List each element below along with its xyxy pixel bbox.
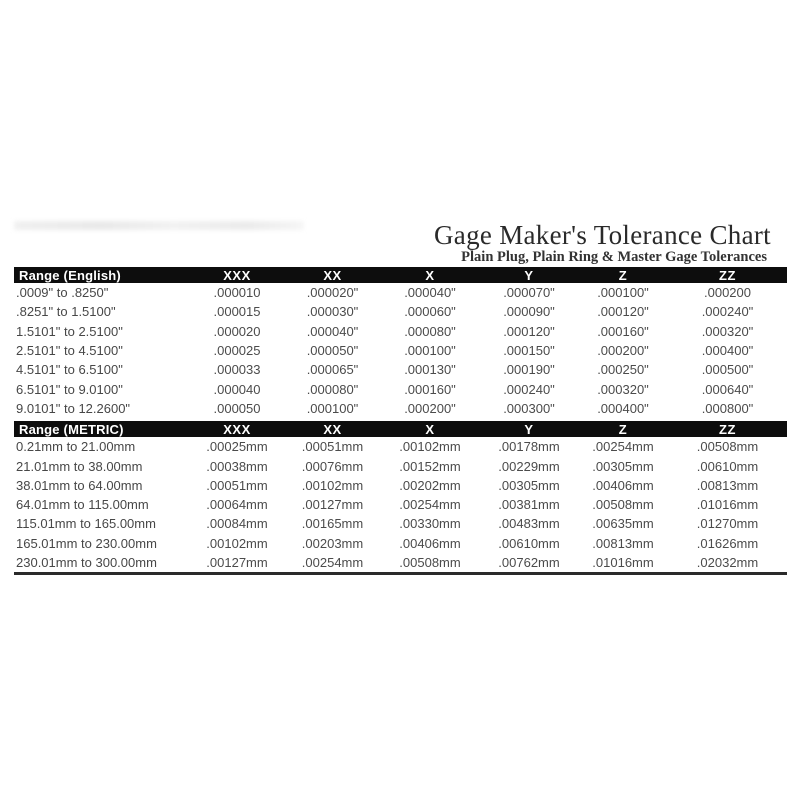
tolerance-cell: .00254mm [592,439,654,455]
table-row [14,456,787,475]
tolerance-cell: .000320" [701,323,754,339]
page-title: Gage Maker's Tolerance Chart [434,220,771,250]
tolerance-cell: .000300" [503,400,555,416]
table-row [14,379,787,398]
tolerance-cell: .000040 [213,381,261,397]
tolerance-column-header: X [380,267,480,283]
tolerance-cell: .01016mm [696,497,759,513]
tolerance-cell: .000500" [701,362,754,378]
tolerance-cell: .00610mm [498,535,560,551]
tolerance-cell: .00483mm [498,516,560,532]
tolerance-cell: .00038mm [206,458,268,474]
tolerance-cell: .00127mm [301,497,364,513]
tolerance-cell: .000033 [213,362,261,378]
tolerance-cell: .000080" [404,323,456,339]
tolerance-cell: .00051mm [206,477,268,493]
tolerance-cell: .000800" [701,400,754,416]
tolerance-cell: .00165mm [301,516,364,532]
range-cell: 21.01mm to 38.00mm [16,458,143,474]
tolerance-cell: .000240" [503,381,555,397]
tolerance-column-header: X [380,421,480,437]
tolerance-cell: .000020" [306,285,359,301]
tolerance-cell: .000250" [597,362,649,378]
table-row [14,360,787,379]
tolerance-cell: .000100" [306,400,359,416]
tolerance-cell: .000010 [213,285,261,301]
tolerance-cell: .000200 [704,285,751,301]
tolerance-cell: .000025 [213,343,261,359]
tolerance-cell: .01016mm [592,555,654,570]
english-tolerance-table [14,267,787,418]
tolerance-column-header: XX [285,267,380,283]
tolerance-cell: .00064mm [206,497,268,513]
tolerance-cell: .00076mm [301,458,364,474]
range-cell: 38.01mm to 64.00mm [16,477,143,493]
tolerance-column-header: XXX [189,267,285,283]
tolerance-cell: .000640" [701,381,754,397]
tolerance-cell: .000150" [503,343,555,359]
tolerance-cell: .000060" [404,304,456,320]
tolerance-cell: .00051mm [301,439,364,455]
tolerance-cell: .000160" [597,323,649,339]
tolerance-cell: .00127mm [206,555,268,570]
tolerance-cell: .00025mm [206,439,268,455]
tolerance-cell: .000040" [306,323,359,339]
tolerance-column-header: XXX [189,421,285,437]
tolerance-cell: .00152mm [399,458,461,474]
tolerance-cell: .000320" [597,381,649,397]
tolerance-column-header: Y [480,421,578,437]
range-cell: .0009" to .8250" [16,285,109,301]
tolerance-cell: .000090" [503,304,555,320]
tolerance-cell: .00508mm [696,439,759,455]
tolerance-cell: .00102mm [206,535,268,551]
tolerance-cell: .00406mm [592,477,654,493]
range-cell: 4.5101" to 6.5100" [16,362,123,378]
range-cell: 1.5101" to 2.5100" [16,323,123,339]
tolerance-cell: .000130" [404,362,456,378]
range-column-header: Range (METRIC) [14,421,189,437]
header-row [14,421,787,437]
tolerance-cell: .000100" [597,285,649,301]
tolerance-cell: .00229mm [498,458,560,474]
range-cell: 115.01mm to 165.00mm [16,516,156,532]
tolerance-cell: .00762mm [498,555,560,570]
tolerance-cell: .000190" [503,362,555,378]
tolerance-cell: .00102mm [301,477,364,493]
table-row [14,322,787,341]
range-cell: 6.5101" to 9.0100" [16,381,123,397]
tolerance-cell: .000040" [404,285,456,301]
metric-tolerance-table [14,421,787,575]
tolerance-cell: .000070" [503,285,555,301]
range-column-header: Range (English) [14,267,189,283]
range-cell: 230.01mm to 300.00mm [16,555,157,570]
tolerance-column-header: ZZ [668,421,787,437]
tolerance-cell: .000015 [213,304,261,320]
range-cell: 0.21mm to 21.00mm [16,439,136,455]
tolerance-cell: .000240" [701,304,754,320]
tolerance-cell: .00610mm [696,458,759,474]
tolerance-cell: .01270mm [696,516,759,532]
tolerance-cell: .000200" [404,400,456,416]
tolerance-cell: .000160" [404,381,456,397]
table-row [14,437,787,456]
tolerance-cell: .00178mm [498,439,560,455]
tolerance-cell: .00813mm [696,477,759,493]
tolerance-column-header: Y [480,267,578,283]
range-cell: 64.01mm to 115.00mm [16,497,149,513]
tolerance-column-header: XX [285,421,380,437]
tolerance-cell: .000065" [306,362,359,378]
chart-heading [14,221,787,265]
page-subtitle: Plain Plug, Plain Ring & Master Gage Tolerances [461,249,767,265]
tolerance-cell: .00305mm [592,458,654,474]
table-row [14,399,787,418]
tolerance-cell: .00203mm [301,535,364,551]
tolerance-cell: .000400" [701,343,754,359]
tolerance-cell: .00305mm [498,477,560,493]
table-row [14,341,787,360]
table-row [14,553,787,574]
range-cell: 165.01mm to 230.00mm [16,535,157,551]
table-row [14,514,787,533]
table-row [14,476,787,495]
tolerance-cell: .000030" [306,304,359,320]
tolerance-cell: .000050 [213,400,261,416]
tolerance-cell: .000050" [306,343,359,359]
tolerance-cell: .00813mm [592,535,654,551]
range-cell: .8251" to 1.5100" [16,304,116,320]
tolerance-cell: .00508mm [592,497,654,513]
tolerance-cell: .000120" [503,323,555,339]
tolerance-cell: .00202mm [399,477,461,493]
table-row [14,534,787,553]
tolerance-cell: .000120" [597,304,649,320]
tolerance-cell: .01626mm [696,535,759,551]
table-row [14,302,787,321]
tolerance-cell: .00330mm [399,516,461,532]
tolerance-cell: .000020 [213,323,261,339]
tolerance-column-header: ZZ [668,267,787,283]
range-cell: 9.0101" to 12.2600" [16,400,131,416]
range-cell: 2.5101" to 4.5100" [16,343,123,359]
tolerance-cell: .00084mm [206,516,268,532]
tolerance-cell: .000200" [597,343,649,359]
tolerance-cell: .00406mm [399,535,461,551]
table-row [14,495,787,514]
tolerance-cell: .00254mm [301,555,364,570]
header-row [14,267,787,283]
tolerance-cell: .000080" [306,381,359,397]
tolerance-cell: .00254mm [399,497,461,513]
tolerance-cell: .000100" [404,343,456,359]
tolerance-cell: .00508mm [399,555,461,570]
table-row [14,283,787,302]
tolerance-tables [14,267,787,575]
tolerance-cell: .00381mm [498,497,560,513]
tolerance-cell: .02032mm [696,555,759,570]
tolerance-cell: .00102mm [399,439,461,455]
tolerance-column-header: Z [578,267,668,283]
tolerance-cell: .00635mm [592,516,654,532]
tolerance-cell: .000400" [597,400,649,416]
tolerance-column-header: Z [578,421,668,437]
